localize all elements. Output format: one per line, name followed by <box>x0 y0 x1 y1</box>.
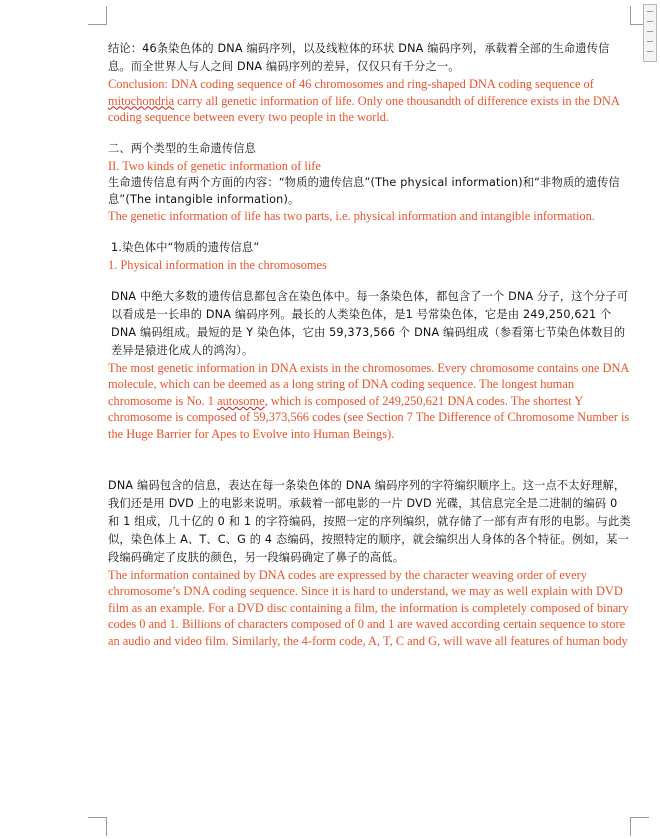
text-run: The most genetic information in DNA exists in the chromosomes. Every chromosome contains one DNA molecule, which can be deemed as a long string of DNA coding sequence. The longest human chromosome is No. 1 <box>108 360 629 408</box>
ruler-tick <box>647 41 653 42</box>
genetic-info-paragraph-chinese: 生命遗传信息有两个方面的内容：“物质的遗传信息”(The physical information)和“非物质的遗传信息”(The intangible information)。 <box>108 176 620 207</box>
chromosome-paragraph-english <box>108 360 632 443</box>
page-corner-mark-bottom-right <box>630 817 649 836</box>
subsection-1-heading-english: 1. Physical information in the chromosomes <box>108 257 327 272</box>
text-run: carry all genetic information of life. Only one thousandth of difference exists in the DNA coding sequence between every two people in the world. <box>108 93 620 125</box>
dna-code-paragraph-english: The information contained by DNA codes are expressed by the character weaving order of every chromosome’s DNA coding sequence. Since it is hard to understand, we may as well explain with DVD film as an example. For a DVD disc containing a film, the information is completely composed of binary codes 0 and 1. Billions of characters composed of 0 and 1 are waved according certain sequence to store an audio and video film. Similarly, the 4-form code, A, T, C and G, will wave all features of human body <box>108 567 629 648</box>
spacer <box>108 274 632 288</box>
ruler-tick <box>647 11 653 12</box>
page-corner-mark-top-left <box>88 6 107 25</box>
ruler-tick <box>647 31 653 32</box>
chromosome-paragraph-chinese: DNA 中绝大多数的遗传信息都包含在染色体中。每一条染色体，都包含了一个 DNA 分子，这个分子可以看成是一长串的 DNA 编码序列。最长的人类染色体，是1 号常染色体，它是由 249,250,621 个 DNA 编码组成。最短的是 Y 染色体，它由 59,373,566 个 DNA 编码组成（参看第七节染色体数目的差异是猿进化成人的鸿沟）。 <box>111 289 629 357</box>
section-2-heading-english: II. Two kinds of genetic information of life <box>108 158 321 173</box>
text-run: Conclusion: DNA coding sequence of 46 chromosomes and ring-shaped DNA coding sequence of <box>108 77 594 91</box>
ruler-tick <box>647 21 653 22</box>
spacer <box>108 225 632 239</box>
conclusion-paragraph-chinese: 结论：46条染色体的 DNA 编码序列，以及线粒体的环状 DNA 编码序列，承载着全部的生命遗传信息。而全世界人与人之间 DNA 编码序列的差异，仅仅只有千分之一。 <box>108 42 610 73</box>
subsection-1-heading-chinese: 1.染色体中“物质的遗传信息” <box>111 240 260 254</box>
section-2-heading-chinese: 二、两个类型的生命遗传信息 <box>108 141 257 155</box>
ruler-tick <box>647 51 653 52</box>
conclusion-paragraph-english <box>108 76 632 126</box>
spelling-flag-autosome[interactable]: autosome <box>217 393 265 408</box>
dna-code-paragraph-chinese: DNA 编码包含的信息，表达在每一条染色体的 DNA 编码序列的字符编织顺序上。这一点不太好理解，我们还是用 DVD 上的电影来说明。承载着一部电影的一片 DVD 光碟，其信息完全是二进制的编码 0 和 1 组成，几十亿的 0 和 1 的字符编码，按照一定的序列编织，就存储了一部有声有形的电影。与此类似，染色体上 A、T、C、G 的 4 态编码，按照特定的顺序，就会编织出人身体的各个特征。例如，某一段编码确定了皮肤的颜色，另一段编码确定了鼻子的高低。 <box>108 478 631 564</box>
spacer <box>108 126 632 140</box>
spelling-flag-mitochondria[interactable]: mitochondria <box>108 93 175 108</box>
document-body[interactable] <box>108 40 632 650</box>
vertical-ruler[interactable] <box>643 4 657 62</box>
text-run: , which is composed of 249,250,621 DNA codes. The shortest Y chromosome is composed of 59,373,566 codes (see Section 7 The Difference of Chromosome Number is the Huge Barrier for Apes to Evolve into Human Beings). <box>108 393 630 441</box>
spacer <box>108 443 632 477</box>
genetic-info-paragraph-english: The genetic information of life has two parts, i.e. physical information and intangible information. <box>108 209 595 224</box>
page-corner-mark-bottom-left <box>88 817 107 836</box>
